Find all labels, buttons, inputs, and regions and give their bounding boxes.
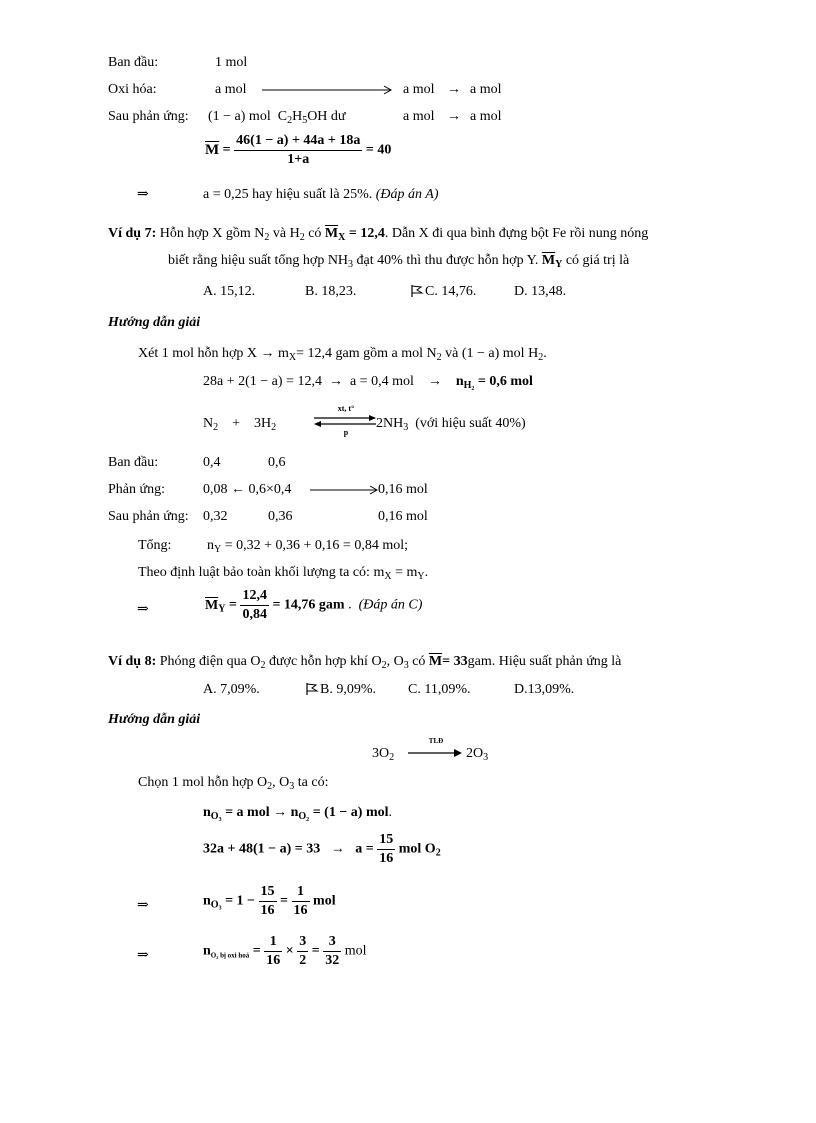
arrow-icon: → xyxy=(447,82,461,97)
implies-icon: ⇒ xyxy=(137,187,149,202)
row-sau-phan-ung: Sau phản ứng: xyxy=(108,109,189,124)
my-result-formula: $\overline{M}_Y$ = $\frac{12,4}{0,84}$ = 14,76 gam . (Đáp án C) xyxy=(205,588,423,622)
option-d: D. 13,48. xyxy=(514,284,567,299)
row-ban-dau: Ban đầu: xyxy=(108,55,159,70)
implies-icon: ⇒ xyxy=(137,602,149,617)
option-d: D.13,09%. xyxy=(514,682,575,697)
arrow-icon: → xyxy=(260,346,275,361)
option-c-correct: C. 14,76. xyxy=(425,284,477,299)
long-arrow-icon xyxy=(310,484,378,496)
long-arrow-icon xyxy=(262,84,394,96)
flag-marker-icon xyxy=(410,284,424,298)
implies-icon: ⇒ xyxy=(137,948,149,963)
option-b: B. 18,23. xyxy=(305,284,357,299)
option-b-correct: B. 9,09%. xyxy=(320,682,376,697)
option-a: A. 15,12. xyxy=(203,284,256,299)
example-8-question: Ví dụ 8: Phóng điện qua $O_2$ được hỗn hợp khí $O_2$, $O_3$ có $\overline{M}= 33gam$. Hiệu suất phản ứng là xyxy=(108,654,622,671)
ozone-reaction: $3O_2$ xyxy=(372,746,395,763)
row-oxi-hoa: Oxi hóa: xyxy=(108,82,157,97)
equilibrium-arrow-icon xyxy=(312,414,378,428)
synthesis-reaction: $N_2$ + $3H_2$ xyxy=(203,416,277,433)
example-7-question: Ví dụ 7: Hỗn hợp X gồm $N_2$ và $H_2$ có $\overline{M}_X = 12,4$. Dẫn X đi qua bình đựng bột Fe rồi nung nóng xyxy=(108,226,649,243)
conclusion-1: a = 0,25 hay hiệu suất là 25%. (Đáp án A) xyxy=(203,187,439,202)
molar-mass-formula: $\overline{M}$ = $\frac{46(1 - a) + 44a + 18a}{1+a}$ = 40 xyxy=(205,133,392,167)
solution-heading-7: Hướng dẫn giải xyxy=(108,315,201,330)
option-a: A. 7,09%. xyxy=(203,682,260,697)
left-arrow-icon: ← xyxy=(231,482,245,497)
flag-marker-icon xyxy=(305,682,319,696)
option-c: C. 11,09%. xyxy=(408,682,471,697)
arrow-icon: → xyxy=(447,109,461,124)
solution-heading-8: Hướng dẫn giải xyxy=(108,712,201,727)
long-arrow-icon xyxy=(408,747,464,759)
implies-icon: ⇒ xyxy=(137,898,149,913)
